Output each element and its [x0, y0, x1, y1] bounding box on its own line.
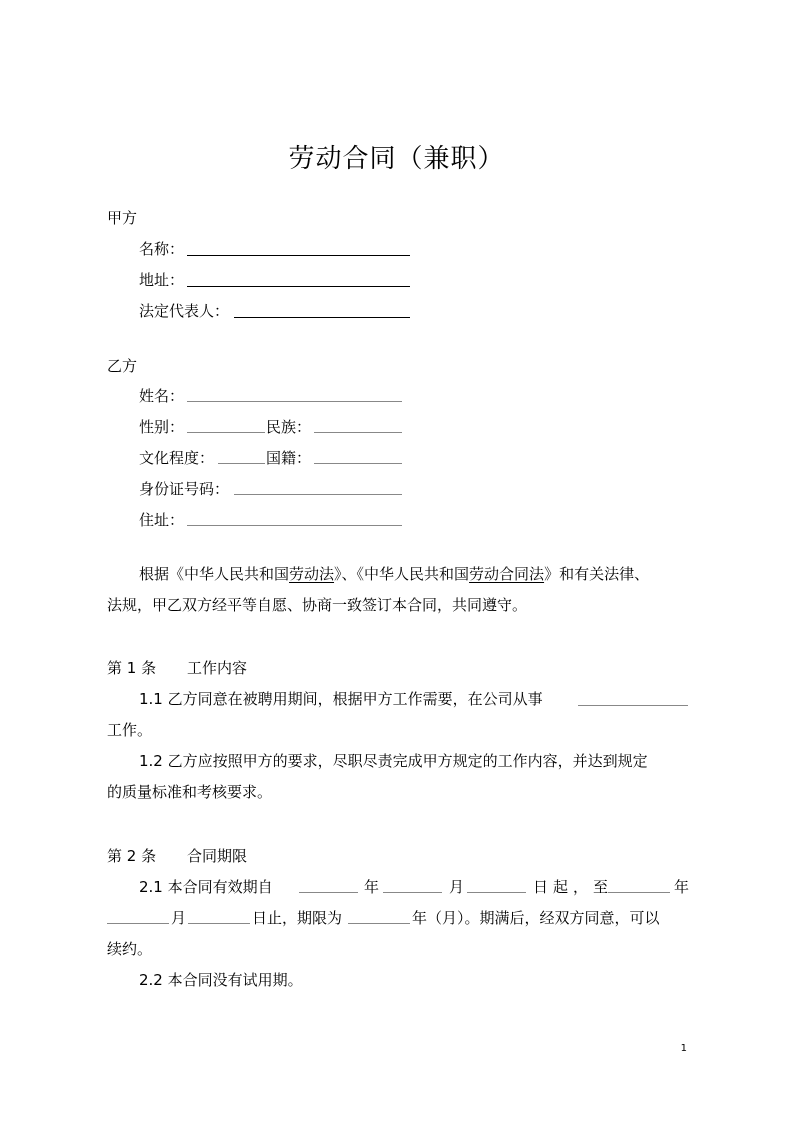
party-a-name-label: 名称：: [139, 240, 185, 258]
start-year-field[interactable]: [299, 892, 358, 893]
end-month-field[interactable]: [107, 923, 169, 924]
party-b-id-label: 身份证号码：: [139, 480, 230, 498]
start-day-unit: 日起，至: [533, 878, 614, 896]
end-year-field[interactable]: [608, 892, 670, 893]
end-day-field[interactable]: [188, 923, 250, 924]
clause-2-1-renew: 续约。: [107, 940, 153, 958]
party-b-education-label: 文化程度：: [139, 449, 215, 467]
clause-1-1-line-1: 1.1 乙方同意在被聘用期间，根据甲方工作需要，在公司从事: [139, 690, 543, 708]
party-a-legal-rep-field[interactable]: [234, 317, 410, 318]
party-a-legal-rep-row: [139, 300, 229, 321]
start-month-field[interactable]: [383, 892, 442, 893]
party-a-address-field[interactable]: [187, 286, 410, 287]
labor-law-link: 劳动法: [289, 565, 335, 583]
party-a-name-field[interactable]: [187, 255, 410, 256]
clause-1-2-line-1: 1.2 乙方应按照甲方的要求，尽职尽责完成甲方规定的工作内容，并达到规定: [139, 752, 648, 770]
end-day-unit: 日止，期限为: [252, 909, 343, 927]
preamble-text-3: 》和有关法律、: [544, 565, 650, 583]
page-title: 劳动合同（兼职）: [288, 144, 505, 174]
job-content-field[interactable]: [578, 705, 688, 706]
page-number: 1: [680, 1043, 687, 1054]
clause-2-1-prefix: 2.1 本合同有效期自: [139, 878, 273, 896]
party-a-address-label: 地址：: [139, 271, 185, 289]
preamble-text-2: 》、《中华人民共和国: [334, 565, 470, 583]
party-b-name-label: 姓名：: [139, 387, 185, 405]
clause-1-1-line-2: 工作。: [107, 721, 153, 739]
party-b-education-field[interactable]: [218, 463, 265, 464]
party-b-address-field[interactable]: [187, 525, 402, 526]
party-a-address-row: [139, 269, 184, 290]
party-b-address-label: 住址：: [139, 511, 185, 529]
party-b-nationality-field[interactable]: [314, 463, 402, 464]
party-b-gender-label: 性别：: [139, 418, 185, 436]
end-year-unit: 年: [674, 878, 690, 896]
article-2-number: 第 2 条: [107, 847, 157, 865]
party-b-nationality-label: 国籍：: [266, 449, 312, 467]
party-b-heading: 乙方: [107, 357, 138, 375]
clause-1-2-line-2: 的质量标准和考核要求。: [107, 783, 273, 801]
period-field[interactable]: [348, 923, 410, 924]
preamble-line-2: 法规，甲乙双方经平等自愿、协商一致签订本合同，共同遵守。: [107, 596, 528, 614]
party-a-heading: 甲方: [107, 209, 138, 227]
article-2-title: 合同期限: [187, 847, 248, 865]
period-unit: 年（月）。期满后，经双方同意，可以: [412, 909, 660, 927]
party-b-ethnicity-field[interactable]: [314, 432, 402, 433]
party-a-legal-rep-label: 法定代表人：: [139, 302, 230, 320]
clause-2-2: 2.2 本合同没有试用期。: [139, 971, 303, 989]
party-b-name-field[interactable]: [187, 401, 402, 402]
party-b-id-field[interactable]: [234, 494, 402, 495]
party-b-ethnicity-label: 民族：: [266, 418, 312, 436]
start-day-field[interactable]: [467, 892, 526, 893]
end-month-unit: 月: [171, 909, 187, 927]
preamble-line-1: [139, 563, 649, 584]
start-year-unit: 年: [364, 878, 380, 896]
party-b-gender-field[interactable]: [187, 432, 265, 433]
start-month-unit: 月: [449, 878, 465, 896]
preamble-text-1: 根据《中华人民共和国: [139, 565, 290, 583]
party-a-name-row: [139, 238, 184, 259]
article-1-title: 工作内容: [187, 659, 248, 677]
article-1-number: 第 1 条: [107, 659, 157, 677]
labor-contract-law-link: 劳动合同法: [469, 565, 545, 583]
